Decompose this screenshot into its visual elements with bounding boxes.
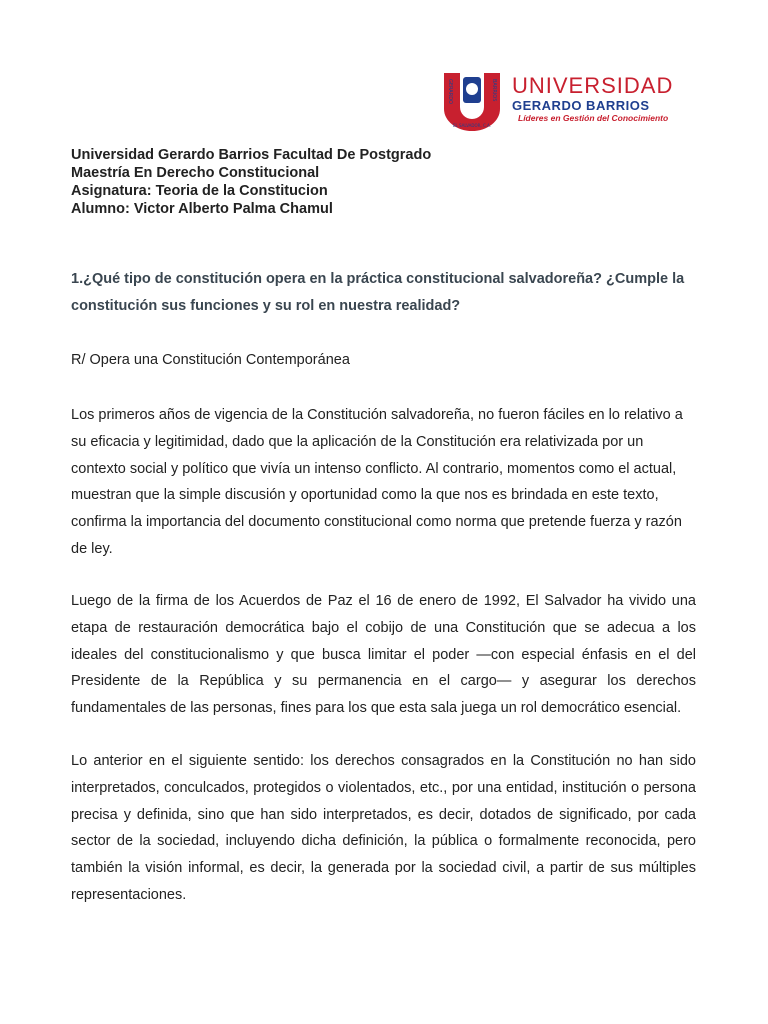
logo-tagline: Líderes en Gestión del Conocimiento bbox=[518, 113, 669, 124]
header-line-student: Alumno: Victor Alberto Palma Chamul bbox=[71, 201, 333, 217]
document-header bbox=[71, 146, 431, 218]
body-paragraph-2: Luego de la firma de los Acuerdos de Paz el 16 de enero de 1992, El Salvador ha vivido una etapa de restauración democrática bajo el cobijo de una Constitución que se adecua a los ideales del constitucionalismo y que busca limitar el poder —con especial énfasis en el del Presidente de la República y su permanencia en el cargo— y asegurar los derechos fundamentales de las personas, fines para los que esta sala juega un rol democrático esencial. bbox=[71, 593, 696, 717]
header-line-program: Maestría En Derecho Constitucional bbox=[71, 165, 320, 181]
university-emblem-icon bbox=[436, 67, 508, 131]
logo-title: UNIVERSIDAD bbox=[512, 73, 674, 99]
logo-text bbox=[512, 75, 673, 123]
university-logo bbox=[436, 66, 696, 132]
emblem-bottom-text: EL SALVADOR, C.A. bbox=[453, 123, 491, 128]
header-line-faculty: Universidad Gerardo Barrios Facultad De Postgrado bbox=[71, 147, 431, 163]
header-line-course: Asignatura: Teoria de la Constitucion bbox=[71, 183, 328, 199]
question-heading: 1.¿Qué tipo de constitución opera en la práctica constitucional salvadoreña? ¿Cumple la constitución sus funciones y su rol en nuestra realidad? bbox=[71, 271, 685, 314]
emblem-right-text: BARRIOS bbox=[491, 79, 497, 102]
logo-subtitle: GERARDO BARRIOS bbox=[512, 98, 650, 114]
body-paragraph-3: Lo anterior en el siguiente sentido: los derechos consagrados en la Constitución no han sido interpretados, conculcados, protegidos o violentados, etc., por una entidad, institución o persona precisa y definida, sino que han sido interpretados, es decir, dotados de significado, por cada sector de la sociedad, incluyendo dicha definición, la pública o formalmente reconocida, pero también la visión informal, es decir, la generada por la sociedad civil, a partir de sus múltiples representaciones. bbox=[71, 753, 696, 903]
body-paragraph-1: Los primeros años de vigencia de la Constitución salvadoreña, no fueron fáciles en lo relativo a su eficacia y legitimidad, dado que la aplicación de la Constitución era relativizada por un contexto social y político que vivía un intenso conflicto. Al contrario, momentos como el actual, muestran que la simple discusión y oportunidad como la que nos es brindada en este texto, confirma la importancia del documento constitucional como norma que pretende fuerza y razón de ley. bbox=[71, 407, 683, 557]
emblem-left-text: GERARDO bbox=[447, 79, 453, 104]
answer-line: R/ Opera una Constitución Contemporánea bbox=[71, 352, 350, 368]
